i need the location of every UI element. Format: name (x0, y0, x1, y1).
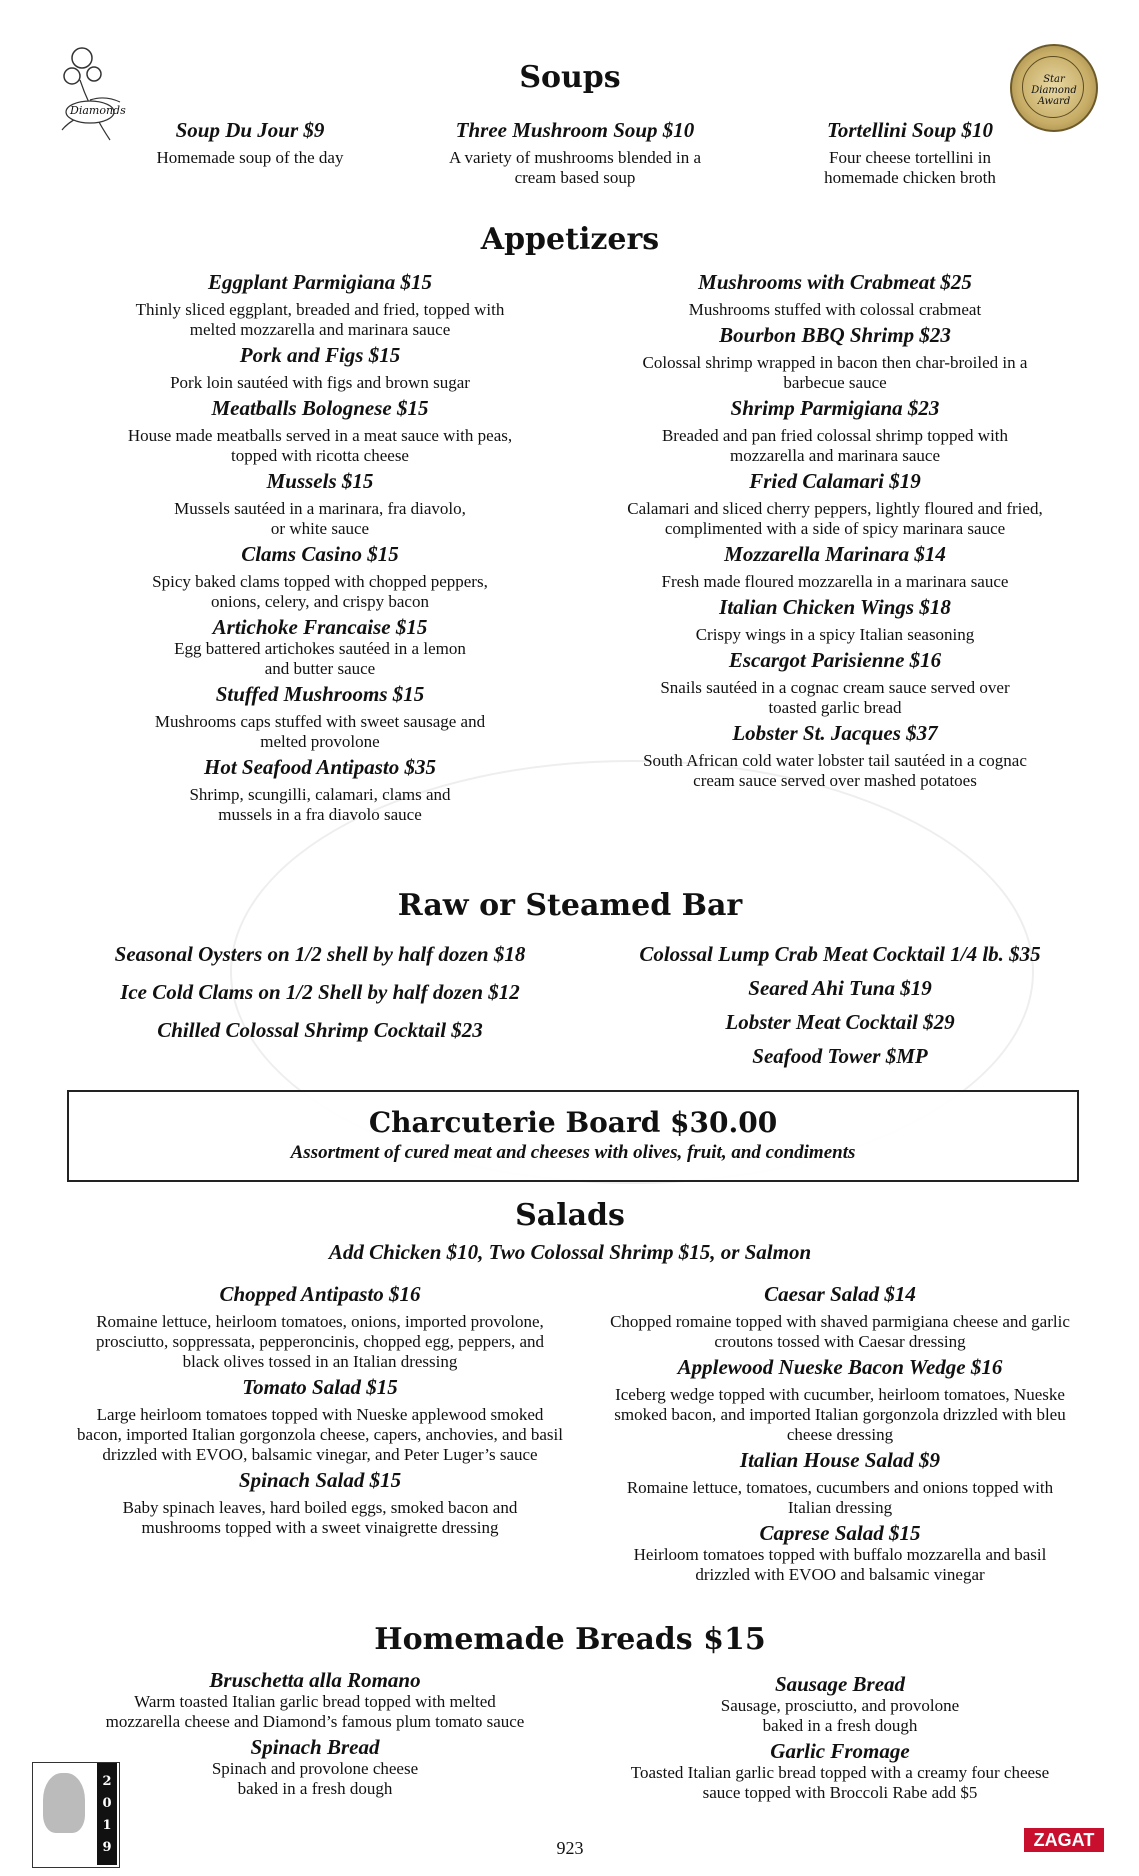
item-desc: Fresh made floured mozzarella in a marinara sauce (661, 572, 1009, 591)
salads-addons: Add Chicken $10, Two Colossal Shrimp $15, or Salmon (328, 1240, 812, 1264)
item-desc: Snails sautéed in a cognac cream sauce served over toasted garlic bread (660, 678, 1010, 717)
item-desc: Large heirloom tomatoes topped with Nueske applewood smoked bacon, imported Italian gorgonzola cheese, capers, anchovies, and basil drizzled with EVOO, balsamic vinegar, and Peter Luger’s sauce (77, 1405, 563, 1464)
item-title: Stuffed Mushrooms $15 (215, 682, 425, 706)
item-title: Sausage Bread (774, 1672, 906, 1696)
appetizers-right-column (600, 270, 1070, 794)
menu-item (110, 615, 530, 679)
item-desc: Four cheese tortellini in homemade chicken broth (824, 148, 996, 187)
menu-item (600, 1282, 1080, 1352)
item-desc: Thinly sliced eggplant, breaded and fried, topped with melted mozzarella and marinara sauce (135, 300, 505, 339)
soup-item-1 (130, 118, 370, 168)
item-desc: Toasted Italian garlic bread topped with a creamy four cheese sauce topped with Broccoli Rabe add $5 (630, 1763, 1050, 1802)
charcuterie-desc: Assortment of cured meat and cheeses with olives, fruit, and condiments (290, 1142, 856, 1163)
item-desc: Calamari and sliced cherry peppers, lightly floured and fried, complimented with a side of spicy marinara sauce (627, 499, 1043, 538)
item-title: Shrimp Parmigiana $23 (730, 396, 940, 420)
item-title: Mozzarella Marinara $14 (724, 542, 946, 566)
menu-item (110, 682, 530, 752)
item-desc: Heirloom tomatoes topped with buffalo mozzarella and basil drizzled with EVOO and balsamic vinegar (633, 1545, 1047, 1584)
rawbar-item: Seared Ahi Tuna $19 (748, 976, 932, 1000)
item-title: Italian House Salad $9 (739, 1448, 941, 1472)
menu-item (75, 1668, 555, 1732)
award-badge-text: Star Diamond Award (1031, 74, 1077, 107)
item-title: Spinach Salad $15 (238, 1468, 402, 1492)
item-desc: Romaine lettuce, tomatoes, cucumbers and onions topped with Italian dressing (626, 1478, 1054, 1517)
rose-icon (50, 40, 140, 160)
breads-left-column (75, 1668, 555, 1802)
menu-item (600, 542, 1070, 592)
year-badge (32, 1762, 120, 1868)
menu-item (600, 1521, 1080, 1585)
menu-item (110, 469, 530, 539)
item-title: Bourbon BBQ Shrimp $23 (719, 323, 951, 347)
item-title: Artichoke Francaise $15 (212, 615, 428, 639)
item-title: Chopped Antipasto $16 (219, 1282, 421, 1306)
item-desc: Mussels sautéed in a marinara, fra diavolo, or white sauce (174, 499, 466, 538)
item-title: Lobster St. Jacques $37 (732, 721, 938, 745)
item-desc: Sausage, prosciutto, and provolone baked in a fresh dough (720, 1696, 960, 1735)
logo-text: Diamonds (70, 104, 126, 117)
item-desc: Baby spinach leaves, hard boiled eggs, smoked bacon and mushrooms topped with a sweet vinaigrette dressing (122, 1498, 518, 1537)
item-title: Fried Calamari $19 (749, 469, 921, 493)
item-desc: Spinach and provolone cheese baked in a fresh dough (211, 1759, 419, 1798)
item-desc: Breaded and pan fried colossal shrimp topped with mozzarella and marinara sauce (661, 426, 1009, 465)
menu-item (75, 1375, 565, 1465)
item-title: Escargot Parisienne $16 (728, 648, 942, 672)
menu-item (600, 648, 1070, 718)
item-title: Tortellini Soup $10 (826, 118, 994, 142)
charcuterie-title: Charcuterie Board $30.00 (368, 1106, 778, 1139)
menu-item (110, 270, 530, 340)
rawbar-item: Lobster Meat Cocktail $29 (725, 1010, 955, 1034)
item-title: Caprese Salad $15 (759, 1521, 921, 1545)
rawbar-item: Ice Cold Clams on 1/2 Shell by half dozen $12 (120, 980, 520, 1004)
soup-item-2 (430, 118, 720, 188)
rawbar-heading: Raw or Steamed Bar (397, 888, 743, 923)
item-title: Hot Seafood Antipasto $35 (204, 755, 436, 779)
page-number: 923 (556, 1838, 584, 1858)
menu-item (600, 323, 1070, 393)
item-title: Eggplant Parmigiana $15 (207, 270, 433, 294)
menu-item (75, 1735, 555, 1799)
appetizers-left-column (110, 270, 530, 828)
rawbar-left-column (70, 942, 570, 1056)
soup-item-3 (770, 118, 1050, 188)
menu-item (110, 396, 530, 466)
item-title: Three Mushroom Soup $10 (455, 118, 695, 142)
rawbar-item: Seasonal Oysters on 1/2 shell by half dozen $18 (114, 942, 526, 966)
charcuterie-box (67, 1090, 1079, 1182)
item-desc: Warm toasted Italian garlic bread topped with melted mozzarella cheese and Diamond’s famous plum tomato sauce (105, 1692, 525, 1731)
restaurant-logo (50, 40, 140, 160)
breads-heading: Homemade Breads $15 (374, 1622, 766, 1657)
menu-item (600, 721, 1070, 791)
menu-item (110, 343, 530, 393)
menu-item (110, 755, 530, 825)
menu-item (620, 1739, 1060, 1803)
salads-left-column (75, 1282, 565, 1541)
item-desc: Homemade soup of the day (156, 148, 344, 167)
item-title: Spinach Bread (250, 1735, 380, 1759)
item-title: Meatballs Bolognese $15 (211, 396, 429, 420)
item-desc: Egg battered artichokes sautéed in a lemon and butter sauce (174, 639, 466, 678)
salads-right-column (600, 1282, 1080, 1588)
item-desc: South African cold water lobster tail sautéed in a cognac cream sauce served over mashed potatoes (643, 751, 1027, 790)
item-title: Tomato Salad $15 (242, 1375, 398, 1399)
item-desc: House made meatballs served in a meat sauce with peas, topped with ricotta cheese (127, 426, 513, 465)
item-desc: Mushrooms caps stuffed with sweet sausage and melted provolone (154, 712, 486, 751)
menu-item (75, 1468, 565, 1538)
rawbar-item: Chilled Colossal Shrimp Cocktail $23 (157, 1018, 483, 1042)
item-desc: Colossal shrimp wrapped in bacon then char-broiled in a barbecue sauce (642, 353, 1028, 392)
menu-item (600, 1355, 1080, 1445)
item-title: Pork and Figs $15 (239, 343, 401, 367)
breads-right-column (620, 1672, 1060, 1806)
menu-item (600, 270, 1070, 320)
year-badge-text: 2019 (102, 1774, 112, 1855)
menu-item (600, 1448, 1080, 1518)
menu-item (75, 1282, 565, 1372)
soups-heading: Soups (519, 60, 621, 95)
item-title: Applewood Nueske Bacon Wedge $16 (677, 1355, 1003, 1379)
item-title: Mushrooms with Crabmeat $25 (698, 270, 972, 294)
rawbar-item: Colossal Lump Crab Meat Cocktail 1/4 lb. $35 (639, 942, 1041, 966)
menu-item (600, 469, 1070, 539)
item-title: Garlic Fromage (770, 1739, 910, 1763)
salads-heading: Salads (515, 1198, 625, 1233)
zagat-logo: ZAGAT (1024, 1828, 1104, 1852)
item-desc: Pork loin sautéed with figs and brown sugar (170, 373, 470, 392)
item-desc: Romaine lettuce, heirloom tomatoes, onions, imported provolone, prosciutto, soppressata, pepperoncinis, chopped egg, peppers, and black olives tossed in an Italian dressing (95, 1312, 545, 1371)
item-desc: A variety of mushrooms blended in a cream based soup (448, 148, 702, 187)
item-title: Soup Du Jour $9 (175, 118, 325, 142)
item-desc: Crispy wings in a spicy Italian seasoning (695, 625, 975, 644)
menu-item (600, 396, 1070, 466)
item-desc: Mushrooms stuffed with colossal crabmeat (688, 300, 982, 319)
rawbar-right-column (590, 942, 1090, 1082)
menu-item (600, 595, 1070, 645)
appetizers-heading: Appetizers (480, 222, 660, 257)
item-desc: Shrimp, scungilli, calamari, clams and mussels in a fra diavolo sauce (189, 785, 451, 824)
item-title: Clams Casino $15 (241, 542, 399, 566)
item-desc: Chopped romaine topped with shaved parmigiana cheese and garlic croutons tossed with Caesar dressing (610, 1312, 1070, 1351)
item-title: Caesar Salad $14 (764, 1282, 916, 1306)
item-title: Mussels $15 (266, 469, 374, 493)
item-title: Italian Chicken Wings $18 (719, 595, 951, 619)
menu-item (110, 542, 530, 612)
menu-item (620, 1672, 1060, 1736)
item-title: Bruschetta alla Romano (209, 1668, 421, 1692)
item-desc: Spicy baked clams topped with chopped peppers, onions, celery, and crispy bacon (152, 572, 488, 611)
rawbar-item: Seafood Tower $MP (752, 1044, 928, 1068)
face-icon (43, 1773, 85, 1833)
item-desc: Iceberg wedge topped with cucumber, heirloom tomatoes, Nueske smoked bacon, and imported Italian gorgonzola drizzled with bleu cheese dressing (614, 1385, 1066, 1444)
